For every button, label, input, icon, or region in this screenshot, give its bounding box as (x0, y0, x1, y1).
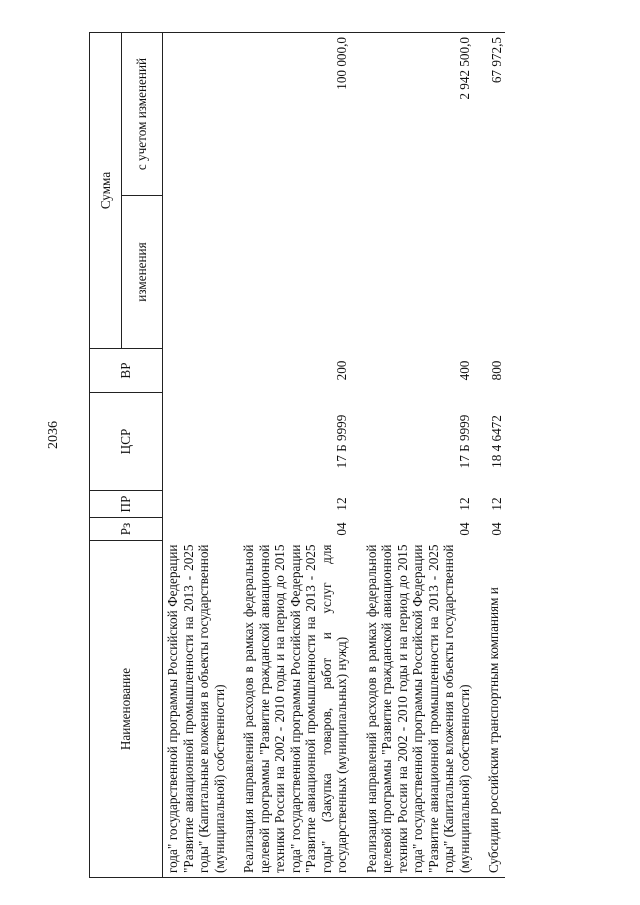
row-izmeneniya (163, 196, 240, 349)
row-izmeneniya (362, 196, 485, 349)
row-name: года" государственной программы Российской Федерации "Развитие авиационной промышленности на 2013 - 2025 годы" (Капитальные вложения в объекты государственной (муниципальной) собственности) (163, 541, 240, 878)
row-vr: 200 (334, 360, 349, 381)
row-csr (163, 393, 240, 491)
header-vr: ВР (90, 349, 163, 393)
row-csr: 17 Б 9999 (456, 414, 472, 469)
row-pr: 12 (456, 497, 472, 511)
header-summa: Сумма (90, 33, 122, 349)
row-s-uchetom: 2 942 500,0 (362, 33, 485, 196)
page-number: 2036 (46, 421, 61, 449)
row-izmeneniya (484, 196, 505, 349)
row-rz: 04 (334, 522, 349, 536)
header-name: Наименование (90, 541, 163, 878)
rotated-page-content (89, 33, 609, 878)
header-s-uchetom: с учетом изменений (122, 33, 163, 196)
row-vr (163, 349, 240, 393)
row-rz: 04 (489, 522, 504, 536)
table-row (163, 33, 240, 878)
table-header (90, 33, 163, 878)
row-vr: 800 (489, 360, 504, 381)
row-pr: 12 (489, 497, 504, 511)
row-rz (163, 518, 240, 541)
row-csr: 18 4 6472 (489, 415, 504, 468)
table-row (484, 33, 505, 878)
row-pr (163, 491, 240, 518)
row-izmeneniya (239, 196, 362, 349)
table-row (239, 33, 362, 878)
table-row (362, 33, 485, 878)
row-s-uchetom: 100 000,0 (239, 33, 362, 196)
row-s-uchetom: 67 972,5 (484, 33, 505, 196)
header-pr: ПР (90, 491, 163, 518)
row-csr: 17 Б 9999 (334, 414, 349, 469)
row-pr: 12 (334, 497, 349, 511)
header-rz: Рз (90, 518, 163, 541)
row-rz: 04 (456, 522, 472, 536)
row-name: Реализация направлений расходов в рамках федеральной целевой программы "Развитие гражданской авиационной техники России на 2002 - 2010 годы и на период до 2015 года" государственной программы Российской Федерации "Развитие авиационной промышленности на 2013 - 2025 годы" (Закупка товаров, работ и услуг для государственных (муниципальных) нужд) (239, 541, 362, 878)
header-csr: ЦСР (90, 393, 163, 491)
budget-table (89, 32, 505, 878)
row-vr: 400 (456, 360, 472, 381)
row-name: Реализация направлений расходов в рамках федеральной целевой программы "Развитие гражданской авиационной техники России на 2002 - 2010 годы и на период до 2015 года" государственной программы Российской Федерации "Развитие авиационной промышленности на 2013 - 2025 годы" (Капитальные вложения в объекты государственной (муниципальной) собственности) (362, 541, 485, 878)
table-body (163, 33, 505, 878)
header-izmeneniya: изменения (122, 196, 163, 349)
row-s-uchetom (163, 33, 240, 196)
row-name: Субсидии российским транспортным компаниям и (484, 541, 505, 878)
